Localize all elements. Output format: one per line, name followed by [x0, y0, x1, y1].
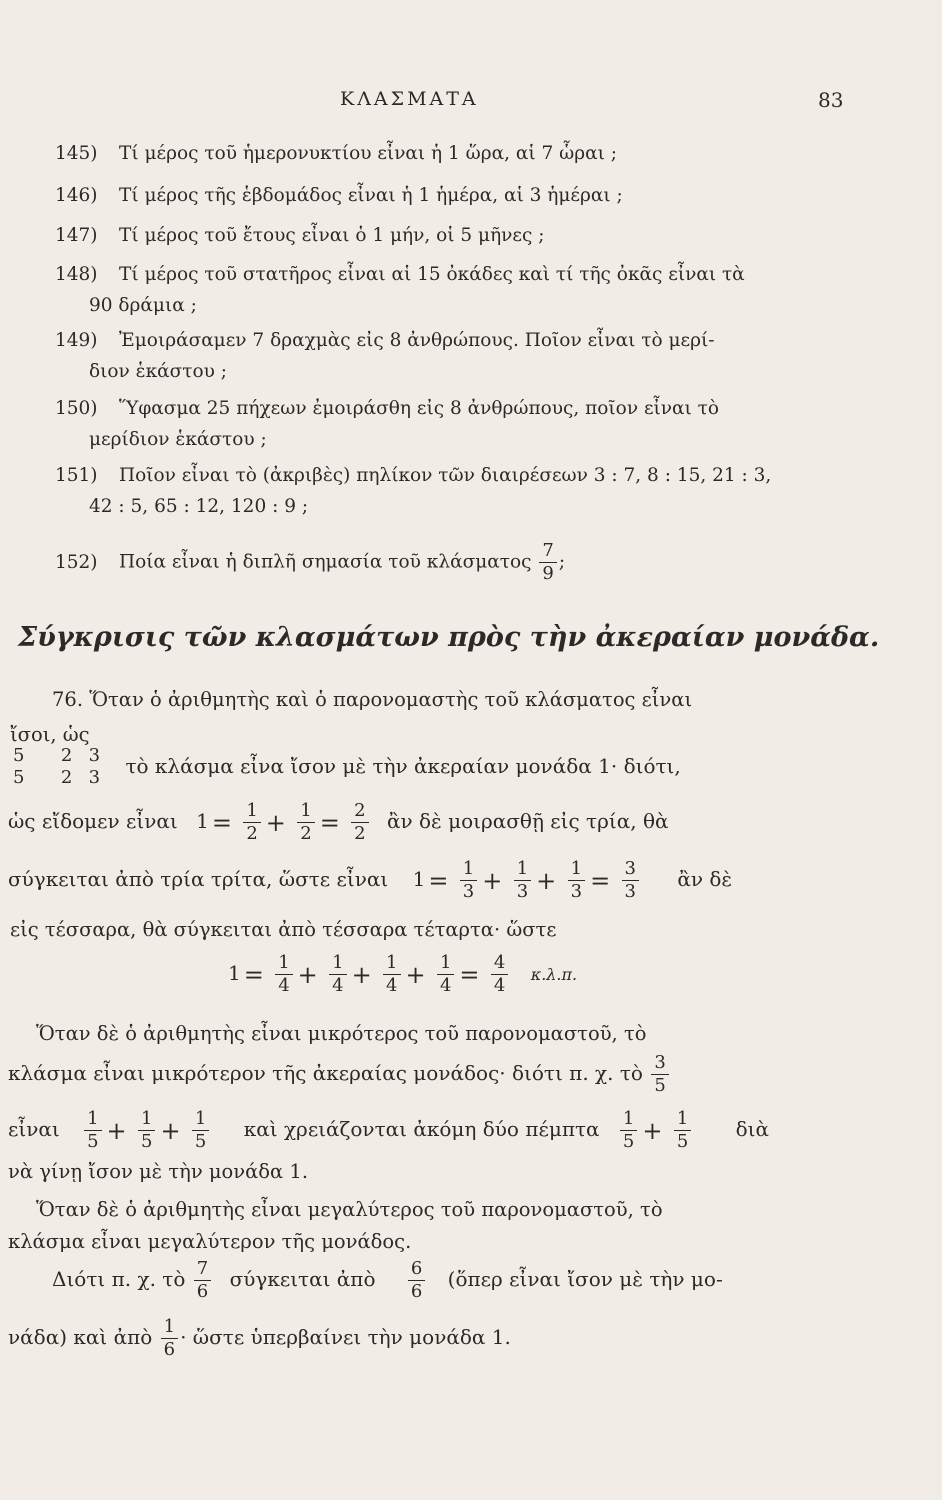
page-header — [0, 88, 942, 118]
para76-line5: σύγκειται ἀπὸ τρία τρίτα, ὥστε εἶναι 1 = $\frac{1}{3}$ + $\frac{1}{3}$ + $\frac{1}{3}$ = $\frac{3}{3}$ ἂν δὲ — [8, 858, 733, 902]
para76-line1: 76. Ὅταν ὁ ἀριθμητὴς καὶ ὁ παρονομαστὴς τοῦ κλάσματος εἶναι — [52, 688, 693, 711]
exercise-150: 150) Ὕφασμα 25 πήχεων ἐμοιράσθη εἰς 8 ἀνθρώπους, ποῖον εἶναι τὸ μερίδιον ἑκάστου ; — [55, 398, 720, 450]
para76-line12: Ὅταν δὲ ὁ ἀριθμητὴς εἶναι μεγαλύτερος τοῦ παρονομαστοῦ, τὸ — [36, 1198, 663, 1221]
fraction-1-2: $\frac{1}{2}$ — [243, 800, 260, 845]
page-number: 83 — [818, 88, 844, 112]
fraction-1-4: $\frac{1}{4}$ — [275, 952, 292, 997]
para76-line8: Ὅταν δὲ ὁ ἀριθμητὴς εἶναι μικρότερος τοῦ παρονομαστοῦ, τὸ — [36, 1022, 647, 1045]
fraction-1-5: $\frac{1}{5}$ — [84, 1108, 101, 1153]
fraction-1-3: $\frac{1}{3}$ — [460, 858, 477, 903]
exercise-148: 148) Τί μέρος τοῦ στατῆρος εἶναι αἱ 15 ὀκάδες καὶ τί τῆς ὀκᾶς εἶναι τὰ 90 δράμια ; — [55, 264, 745, 316]
para76-line13: κλάσμα εἶναι μεγαλύτερον τῆς μονάδος. — [8, 1230, 412, 1253]
fraction-2-2b: $\frac{2}{2}$ — [351, 800, 368, 845]
para76-line9: κλάσμα εἶναι μικρότερον τῆς ἀκεραίας μονάδος· διότι π. χ. τὸ $\frac{3}{5}$ — [8, 1052, 671, 1097]
fraction-3-5: $\frac{3}{5}$ — [651, 1052, 668, 1097]
para76-line14: Διότι π. χ. τὸ $\frac{7}{6}$ σύγκειται ἀπὸ $\frac{6}{6}$ (ὅπερ εἶναι ἴσον μὲ τὴν μο- — [52, 1258, 723, 1302]
para76-line7: 1 = $\frac{1}{4}$ + $\frac{1}{4}$ + $\frac{1}{4}$ + $\frac{1}{4}$ = $\frac{4}{4}$ κ.λ.π. — [228, 952, 578, 996]
fraction-3-3b: $\frac{3}{3}$ — [622, 858, 639, 903]
fraction-2-2: 2 2 — [60, 745, 73, 788]
para76-line10: εἶναι $\frac{1}{5}$ + $\frac{1}{5}$ + $\frac{1}{5}$ καὶ χρειάζονται ἀκόμη δύο πέμπτα $\frac{1}{5}$ + $\frac{1}{5}$ διὰ — [8, 1108, 770, 1152]
exercise-151: 151) Ποῖον εἶναι τὸ (ἀκριβὲς) πηλίκον τῶν διαιρέσεων 3 : 7, 8 : 15, 21 : 3, 42 : 5, 65 : 12, 120 : 9 ; — [55, 465, 772, 517]
fraction-7-6: $\frac{7}{6}$ — [194, 1258, 211, 1303]
fraction-1-2b: $\frac{1}{2}$ — [297, 800, 314, 845]
exercise-152: 152) Ποία εἶναι ἡ διπλῆ σημασία τοῦ κλάσματος $\frac{7}{9}$ ; — [55, 540, 566, 584]
section-heading: Σύγκρισις τῶν κλασμάτων πρὸς τὴν ἀκεραίαν μονάδα. — [18, 622, 880, 653]
fraction-7-9: $\frac{7}{9}$ — [539, 540, 556, 585]
exercise-146: 146) Τί μέρος τῆς ἑβδομάδος εἶναι ἡ 1 ἡμέρα, αἱ 3 ἡμέραι ; — [55, 185, 623, 206]
fraction-3-3: 3 3 — [88, 745, 101, 788]
para76-line11: νὰ γίνῃ ἴσον μὲ τὴν μονάδα 1. — [8, 1160, 309, 1183]
para76-line3: 5 5 2 2 3 3 τὸ κλάσμα εἶνα ἴσον μὲ τὴν ἀκεραίαν μονάδα 1· διότι, — [8, 745, 681, 789]
para76-line6: εἰς τέσσαρα, θὰ σύγκειται ἀπὸ τέσσαρα τέταρτα· ὥστε — [10, 918, 557, 941]
running-title: ΚΛΑΣΜΑΤΑ — [340, 88, 479, 110]
fraction-5-5: 5 5 — [13, 745, 25, 788]
para76-line2: ἴσοι, ὡς — [10, 723, 90, 746]
para76-line15: νάδα) καὶ ἀπὸ $\frac{1}{6}$ · ὥστε ὑπερβαίνει τὴν μονάδα 1. — [8, 1316, 511, 1360]
fraction-4-4: $\frac{4}{4}$ — [491, 952, 508, 997]
exercise-149: 149) Ἐμοιράσαμεν 7 δραχμὰς εἰς 8 ἀνθρώπους. Ποῖον εἶναι τὸ μερί- διον ἑκάστου ; — [55, 330, 715, 382]
para76-line4: ὡς εἴδομεν εἶναι 1 = $\frac{1}{2}$ + $\frac{1}{2}$ = $\frac{2}{2}$ ἂν δὲ μοιρασθῇ εἰς τρία, θὰ — [8, 800, 669, 844]
fraction-6-6: $\frac{6}{6}$ — [408, 1258, 425, 1303]
exercise-147: 147) Τί μέρος τοῦ ἔτους εἶναι ὁ 1 μήν, οἱ 5 μῆνες ; — [55, 225, 545, 246]
exercise-145: 145) Τί μέρος τοῦ ἡμερονυκτίου εἶναι ἡ 1 ὥρα, αἱ 7 ὧραι ; — [55, 143, 617, 164]
fraction-1-6: $\frac{1}{6}$ — [161, 1316, 178, 1361]
